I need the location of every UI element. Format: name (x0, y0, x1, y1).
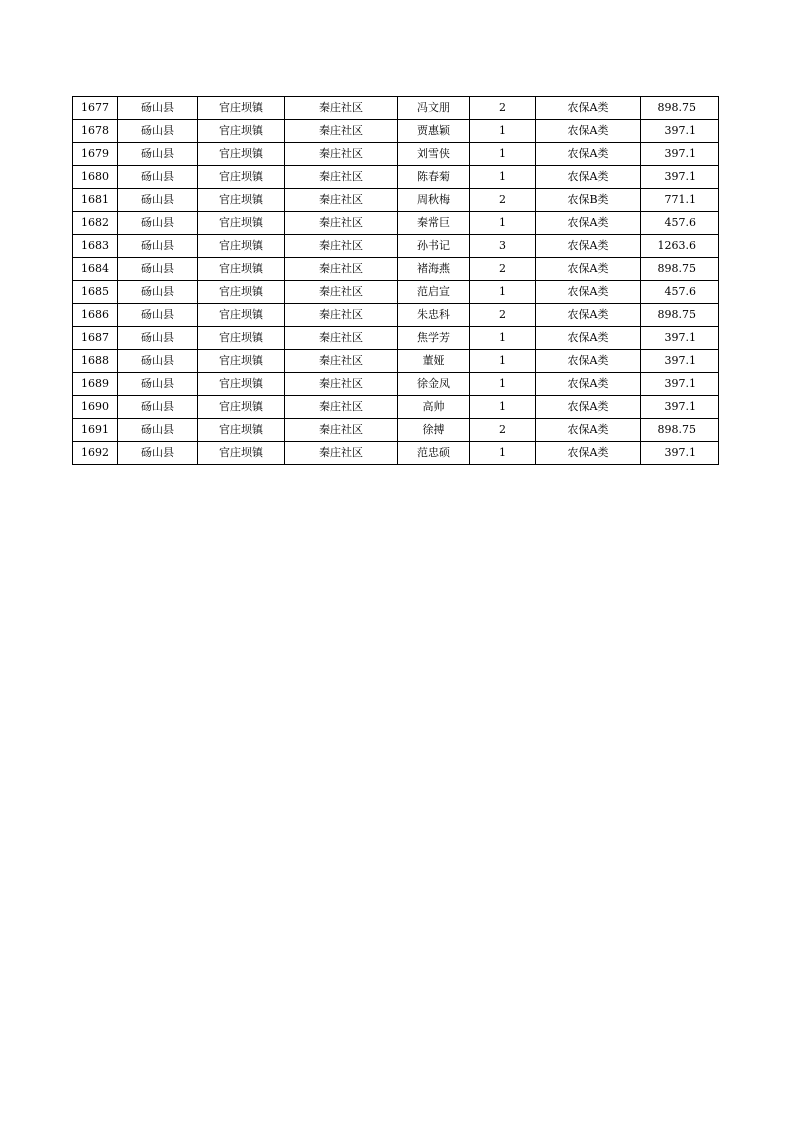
community-cell: 秦庄社区 (285, 327, 398, 350)
category-cell: 农保A类 (536, 212, 641, 235)
household-size-cell: 1 (470, 166, 536, 189)
community-cell: 秦庄社区 (285, 442, 398, 465)
row-number-cell: 1678 (73, 120, 118, 143)
amount-cell: 397.1 (641, 143, 719, 166)
name-cell: 褚海燕 (398, 258, 470, 281)
row-number-cell: 1687 (73, 327, 118, 350)
row-number-cell: 1682 (73, 212, 118, 235)
county-cell: 砀山县 (118, 350, 198, 373)
row-number-cell: 1681 (73, 189, 118, 212)
amount-cell: 771.1 (641, 189, 719, 212)
category-cell: 农保A类 (536, 304, 641, 327)
data-table (72, 96, 719, 465)
category-cell: 农保A类 (536, 258, 641, 281)
county-cell: 砀山县 (118, 419, 198, 442)
county-cell: 砀山县 (118, 442, 198, 465)
table-row (73, 258, 719, 281)
row-number-cell: 1686 (73, 304, 118, 327)
town-cell: 官庄坝镇 (198, 304, 285, 327)
name-cell: 董娅 (398, 350, 470, 373)
community-cell: 秦庄社区 (285, 235, 398, 258)
county-cell: 砀山县 (118, 327, 198, 350)
table-row (73, 143, 719, 166)
household-size-cell: 1 (470, 281, 536, 304)
county-cell: 砀山县 (118, 212, 198, 235)
table-row (73, 350, 719, 373)
amount-cell: 397.1 (641, 442, 719, 465)
table-row (73, 97, 719, 120)
name-cell: 范忠硕 (398, 442, 470, 465)
town-cell: 官庄坝镇 (198, 143, 285, 166)
household-size-cell: 1 (470, 212, 536, 235)
town-cell: 官庄坝镇 (198, 258, 285, 281)
table-row (73, 212, 719, 235)
household-size-cell: 1 (470, 350, 536, 373)
table-row (73, 419, 719, 442)
name-cell: 范启宣 (398, 281, 470, 304)
name-cell: 徐金凤 (398, 373, 470, 396)
household-size-cell: 2 (470, 258, 536, 281)
household-size-cell: 1 (470, 120, 536, 143)
name-cell: 刘雪侠 (398, 143, 470, 166)
amount-cell: 397.1 (641, 396, 719, 419)
name-cell: 周秋梅 (398, 189, 470, 212)
town-cell: 官庄坝镇 (198, 373, 285, 396)
amount-cell: 898.75 (641, 419, 719, 442)
category-cell: 农保A类 (536, 442, 641, 465)
community-cell: 秦庄社区 (285, 212, 398, 235)
category-cell: 农保A类 (536, 97, 641, 120)
town-cell: 官庄坝镇 (198, 281, 285, 304)
county-cell: 砀山县 (118, 373, 198, 396)
category-cell: 农保A类 (536, 350, 641, 373)
row-number-cell: 1684 (73, 258, 118, 281)
amount-cell: 457.6 (641, 212, 719, 235)
community-cell: 秦庄社区 (285, 281, 398, 304)
town-cell: 官庄坝镇 (198, 327, 285, 350)
category-cell: 农保A类 (536, 281, 641, 304)
category-cell: 农保A类 (536, 166, 641, 189)
row-number-cell: 1683 (73, 235, 118, 258)
table-row (73, 373, 719, 396)
row-number-cell: 1688 (73, 350, 118, 373)
category-cell: 农保A类 (536, 143, 641, 166)
row-number-cell: 1691 (73, 419, 118, 442)
amount-cell: 1263.6 (641, 235, 719, 258)
name-cell: 陈春菊 (398, 166, 470, 189)
community-cell: 秦庄社区 (285, 304, 398, 327)
town-cell: 官庄坝镇 (198, 442, 285, 465)
community-cell: 秦庄社区 (285, 258, 398, 281)
row-number-cell: 1690 (73, 396, 118, 419)
name-cell: 冯文朋 (398, 97, 470, 120)
row-number-cell: 1679 (73, 143, 118, 166)
row-number-cell: 1680 (73, 166, 118, 189)
household-size-cell: 1 (470, 327, 536, 350)
town-cell: 官庄坝镇 (198, 120, 285, 143)
table-body (73, 97, 719, 465)
town-cell: 官庄坝镇 (198, 235, 285, 258)
amount-cell: 397.1 (641, 350, 719, 373)
community-cell: 秦庄社区 (285, 419, 398, 442)
amount-cell: 397.1 (641, 373, 719, 396)
town-cell: 官庄坝镇 (198, 189, 285, 212)
amount-cell: 898.75 (641, 97, 719, 120)
community-cell: 秦庄社区 (285, 143, 398, 166)
county-cell: 砀山县 (118, 166, 198, 189)
county-cell: 砀山县 (118, 304, 198, 327)
county-cell: 砀山县 (118, 120, 198, 143)
table-row (73, 396, 719, 419)
community-cell: 秦庄社区 (285, 373, 398, 396)
row-number-cell: 1689 (73, 373, 118, 396)
name-cell: 孙书记 (398, 235, 470, 258)
amount-cell: 397.1 (641, 120, 719, 143)
household-size-cell: 3 (470, 235, 536, 258)
county-cell: 砀山县 (118, 235, 198, 258)
household-size-cell: 1 (470, 143, 536, 166)
table-row (73, 120, 719, 143)
table-row (73, 304, 719, 327)
table-row (73, 235, 719, 258)
category-cell: 农保B类 (536, 189, 641, 212)
table-row (73, 327, 719, 350)
household-size-cell: 2 (470, 419, 536, 442)
table-row (73, 442, 719, 465)
name-cell: 高帅 (398, 396, 470, 419)
category-cell: 农保A类 (536, 120, 641, 143)
name-cell: 徐搏 (398, 419, 470, 442)
amount-cell: 898.75 (641, 258, 719, 281)
household-size-cell: 1 (470, 373, 536, 396)
community-cell: 秦庄社区 (285, 189, 398, 212)
community-cell: 秦庄社区 (285, 350, 398, 373)
town-cell: 官庄坝镇 (198, 212, 285, 235)
amount-cell: 397.1 (641, 327, 719, 350)
category-cell: 农保A类 (536, 419, 641, 442)
county-cell: 砀山县 (118, 281, 198, 304)
table-row (73, 189, 719, 212)
category-cell: 农保A类 (536, 373, 641, 396)
county-cell: 砀山县 (118, 258, 198, 281)
county-cell: 砀山县 (118, 396, 198, 419)
name-cell: 贾惠颖 (398, 120, 470, 143)
category-cell: 农保A类 (536, 396, 641, 419)
household-size-cell: 2 (470, 189, 536, 212)
amount-cell: 898.75 (641, 304, 719, 327)
row-number-cell: 1692 (73, 442, 118, 465)
county-cell: 砀山县 (118, 143, 198, 166)
community-cell: 秦庄社区 (285, 97, 398, 120)
household-size-cell: 2 (470, 97, 536, 120)
household-size-cell: 1 (470, 396, 536, 419)
household-size-cell: 1 (470, 442, 536, 465)
county-cell: 砀山县 (118, 97, 198, 120)
category-cell: 农保A类 (536, 327, 641, 350)
amount-cell: 397.1 (641, 166, 719, 189)
table-row (73, 281, 719, 304)
amount-cell: 457.6 (641, 281, 719, 304)
town-cell: 官庄坝镇 (198, 166, 285, 189)
community-cell: 秦庄社区 (285, 120, 398, 143)
table-row (73, 166, 719, 189)
name-cell: 焦学芳 (398, 327, 470, 350)
town-cell: 官庄坝镇 (198, 350, 285, 373)
county-cell: 砀山县 (118, 189, 198, 212)
name-cell: 朱忠科 (398, 304, 470, 327)
name-cell: 秦常巨 (398, 212, 470, 235)
town-cell: 官庄坝镇 (198, 97, 285, 120)
row-number-cell: 1685 (73, 281, 118, 304)
town-cell: 官庄坝镇 (198, 396, 285, 419)
row-number-cell: 1677 (73, 97, 118, 120)
community-cell: 秦庄社区 (285, 396, 398, 419)
community-cell: 秦庄社区 (285, 166, 398, 189)
town-cell: 官庄坝镇 (198, 419, 285, 442)
household-size-cell: 2 (470, 304, 536, 327)
category-cell: 农保A类 (536, 235, 641, 258)
